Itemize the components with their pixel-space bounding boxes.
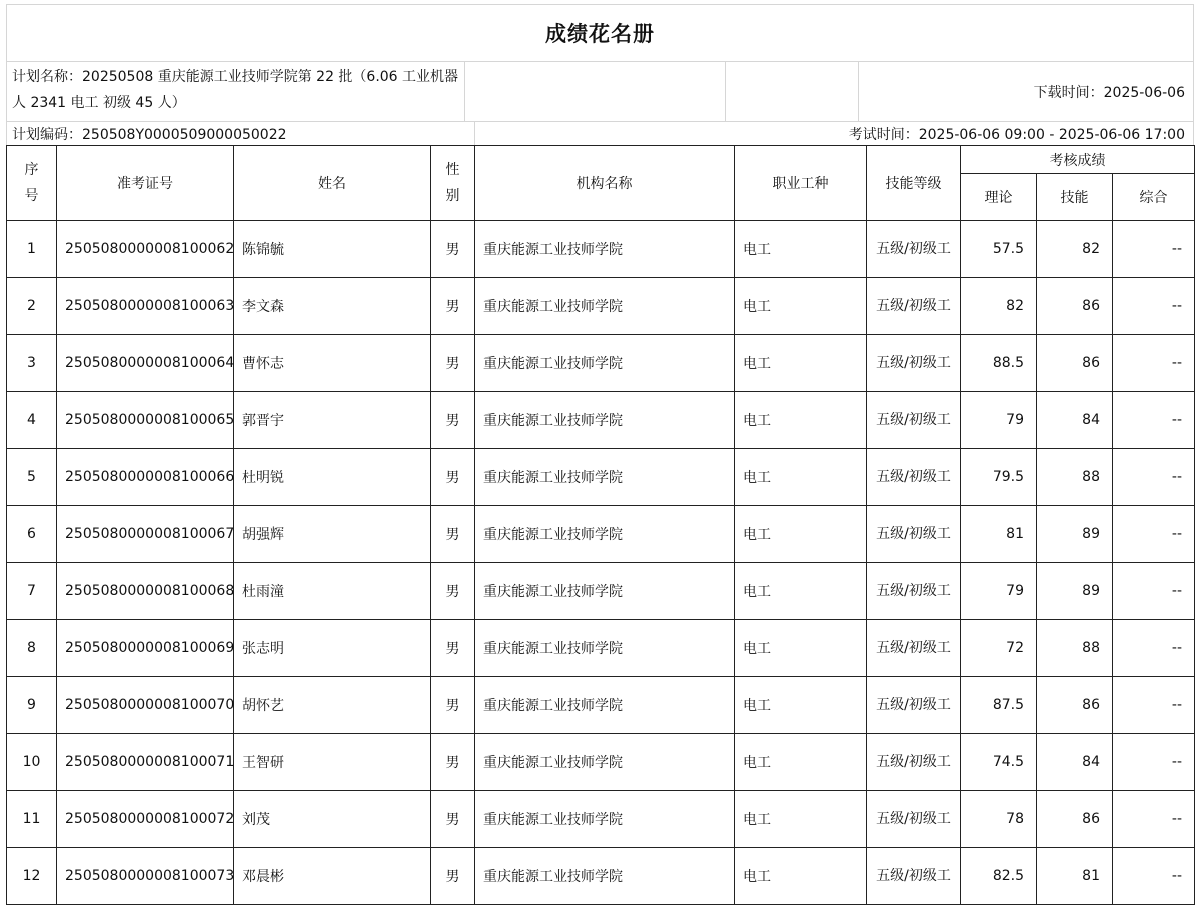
table-row	[7, 221, 1195, 278]
header-name: 姓名	[234, 146, 431, 221]
header-level: 技能等级	[867, 146, 961, 221]
cell-name: 杜雨潼	[234, 563, 431, 620]
cell-total: --	[1113, 848, 1195, 905]
cell-seq: 4	[7, 392, 57, 449]
cell-gender: 男	[431, 335, 475, 392]
cell-org: 重庆能源工业技师学院	[475, 392, 735, 449]
cell-theory: 57.5	[961, 221, 1037, 278]
cell-skill: 84	[1037, 734, 1113, 791]
cell-ticket: 2505080000008100063	[57, 278, 234, 335]
cell-theory: 79	[961, 563, 1037, 620]
cell-seq: 5	[7, 449, 57, 506]
cell-theory: 82	[961, 278, 1037, 335]
score-table	[6, 145, 1195, 905]
cell-ticket: 2505080000008100073	[57, 848, 234, 905]
cell-skill: 86	[1037, 677, 1113, 734]
plan-info-row	[6, 61, 1194, 121]
cell-occupation: 电工	[735, 506, 867, 563]
cell-org: 重庆能源工业技师学院	[475, 335, 735, 392]
cell-name: 李文森	[234, 278, 431, 335]
download-time: 下载时间：2025-06-06	[1033, 84, 1185, 101]
table-row	[7, 449, 1195, 506]
header-gender: 性别	[431, 146, 475, 221]
cell-seq: 2	[7, 278, 57, 335]
cell-org: 重庆能源工业技师学院	[475, 620, 735, 677]
cell-occupation: 电工	[735, 449, 867, 506]
header-seq: 序号	[7, 146, 57, 221]
header-org: 机构名称	[475, 146, 735, 221]
cell-level: 五级/初级工	[867, 335, 961, 392]
cell-org: 重庆能源工业技师学院	[475, 449, 735, 506]
cell-total: --	[1113, 335, 1195, 392]
table-row	[7, 848, 1195, 905]
header-skill: 技能	[1037, 174, 1113, 221]
table-row	[7, 506, 1195, 563]
cell-skill: 89	[1037, 506, 1113, 563]
cell-ticket: 2505080000008100069	[57, 620, 234, 677]
table-row	[7, 392, 1195, 449]
cell-occupation: 电工	[735, 677, 867, 734]
cell-ticket: 2505080000008100066	[57, 449, 234, 506]
cell-ticket: 2505080000008100068	[57, 563, 234, 620]
cell-ticket: 2505080000008100062	[57, 221, 234, 278]
cell-theory: 72	[961, 620, 1037, 677]
exam-time: 考试时间：2025-06-06 09:00 - 2025-06-06 17:00	[848, 126, 1185, 143]
cell-seq: 6	[7, 506, 57, 563]
cell-total: --	[1113, 734, 1195, 791]
cell-level: 五级/初级工	[867, 221, 961, 278]
cell-seq: 10	[7, 734, 57, 791]
cell-occupation: 电工	[735, 392, 867, 449]
cell-level: 五级/初级工	[867, 563, 961, 620]
table-row	[7, 734, 1195, 791]
cell-seq: 7	[7, 563, 57, 620]
cell-level: 五级/初级工	[867, 278, 961, 335]
cell-ticket: 2505080000008100072	[57, 791, 234, 848]
cell-theory: 82.5	[961, 848, 1037, 905]
cell-name: 陈锦毓	[234, 221, 431, 278]
cell-seq: 9	[7, 677, 57, 734]
cell-skill: 88	[1037, 449, 1113, 506]
cell-skill: 86	[1037, 335, 1113, 392]
cell-org: 重庆能源工业技师学院	[475, 677, 735, 734]
blank-cell	[726, 62, 859, 121]
page-title: 成绩花名册	[6, 4, 1194, 61]
cell-ticket: 2505080000008100064	[57, 335, 234, 392]
cell-level: 五级/初级工	[867, 677, 961, 734]
cell-level: 五级/初级工	[867, 620, 961, 677]
cell-total: --	[1113, 278, 1195, 335]
cell-theory: 79.5	[961, 449, 1037, 506]
cell-total: --	[1113, 620, 1195, 677]
header-total: 综合	[1113, 174, 1195, 221]
plan-name: 计划名称：20250508 重庆能源工业技师学院第 22 批（6.06 工业机器人 2341 电工 初级 45 人）	[7, 62, 465, 121]
cell-ticket: 2505080000008100070	[57, 677, 234, 734]
cell-total: --	[1113, 791, 1195, 848]
cell-name: 郭晋宇	[234, 392, 431, 449]
cell-seq: 12	[7, 848, 57, 905]
cell-total: --	[1113, 563, 1195, 620]
header-scores: 考核成绩	[961, 146, 1195, 174]
cell-gender: 男	[431, 563, 475, 620]
cell-gender: 男	[431, 221, 475, 278]
cell-gender: 男	[431, 848, 475, 905]
cell-gender: 男	[431, 677, 475, 734]
cell-gender: 男	[431, 278, 475, 335]
cell-name: 邓晨彬	[234, 848, 431, 905]
cell-ticket: 2505080000008100065	[57, 392, 234, 449]
cell-org: 重庆能源工业技师学院	[475, 506, 735, 563]
cell-gender: 男	[431, 620, 475, 677]
blank-cell	[465, 62, 726, 121]
cell-occupation: 电工	[735, 791, 867, 848]
cell-org: 重庆能源工业技师学院	[475, 791, 735, 848]
cell-ticket: 2505080000008100071	[57, 734, 234, 791]
table-row	[7, 335, 1195, 392]
cell-name: 胡强辉	[234, 506, 431, 563]
cell-level: 五级/初级工	[867, 791, 961, 848]
plan-code-row	[6, 121, 1194, 145]
cell-org: 重庆能源工业技师学院	[475, 848, 735, 905]
cell-seq: 3	[7, 335, 57, 392]
cell-ticket: 2505080000008100067	[57, 506, 234, 563]
table-row	[7, 563, 1195, 620]
cell-level: 五级/初级工	[867, 848, 961, 905]
table-row	[7, 620, 1195, 677]
cell-name: 王智研	[234, 734, 431, 791]
table-row	[7, 791, 1195, 848]
cell-name: 刘茂	[234, 791, 431, 848]
cell-gender: 男	[431, 791, 475, 848]
cell-occupation: 电工	[735, 848, 867, 905]
cell-level: 五级/初级工	[867, 734, 961, 791]
cell-theory: 88.5	[961, 335, 1037, 392]
cell-skill: 81	[1037, 848, 1113, 905]
cell-level: 五级/初级工	[867, 449, 961, 506]
cell-gender: 男	[431, 392, 475, 449]
roster-sheet	[6, 4, 1194, 905]
cell-gender: 男	[431, 506, 475, 563]
cell-total: --	[1113, 449, 1195, 506]
cell-org: 重庆能源工业技师学院	[475, 734, 735, 791]
cell-theory: 79	[961, 392, 1037, 449]
cell-skill: 89	[1037, 563, 1113, 620]
cell-occupation: 电工	[735, 335, 867, 392]
cell-org: 重庆能源工业技师学院	[475, 278, 735, 335]
cell-name: 杜明锐	[234, 449, 431, 506]
cell-level: 五级/初级工	[867, 392, 961, 449]
plan-code: 计划编码：250508Y0000509000050022	[7, 122, 475, 145]
cell-seq: 1	[7, 221, 57, 278]
cell-skill: 86	[1037, 278, 1113, 335]
cell-total: --	[1113, 392, 1195, 449]
cell-skill: 88	[1037, 620, 1113, 677]
cell-gender: 男	[431, 449, 475, 506]
cell-skill: 84	[1037, 392, 1113, 449]
cell-skill: 82	[1037, 221, 1113, 278]
cell-occupation: 电工	[735, 620, 867, 677]
cell-seq: 11	[7, 791, 57, 848]
cell-org: 重庆能源工业技师学院	[475, 563, 735, 620]
header-ticket: 准考证号	[57, 146, 234, 221]
cell-occupation: 电工	[735, 278, 867, 335]
header-theory: 理论	[961, 174, 1037, 221]
cell-occupation: 电工	[735, 563, 867, 620]
table-row	[7, 677, 1195, 734]
cell-skill: 86	[1037, 791, 1113, 848]
table-row	[7, 278, 1195, 335]
cell-theory: 81	[961, 506, 1037, 563]
cell-total: --	[1113, 221, 1195, 278]
cell-name: 曹怀志	[234, 335, 431, 392]
cell-name: 胡怀艺	[234, 677, 431, 734]
cell-org: 重庆能源工业技师学院	[475, 221, 735, 278]
header-occupation: 职业工种	[735, 146, 867, 221]
cell-occupation: 电工	[735, 221, 867, 278]
cell-name: 张志明	[234, 620, 431, 677]
cell-occupation: 电工	[735, 734, 867, 791]
cell-seq: 8	[7, 620, 57, 677]
cell-gender: 男	[431, 734, 475, 791]
cell-level: 五级/初级工	[867, 506, 961, 563]
cell-total: --	[1113, 506, 1195, 563]
cell-total: --	[1113, 677, 1195, 734]
cell-theory: 87.5	[961, 677, 1037, 734]
cell-theory: 78	[961, 791, 1037, 848]
cell-theory: 74.5	[961, 734, 1037, 791]
